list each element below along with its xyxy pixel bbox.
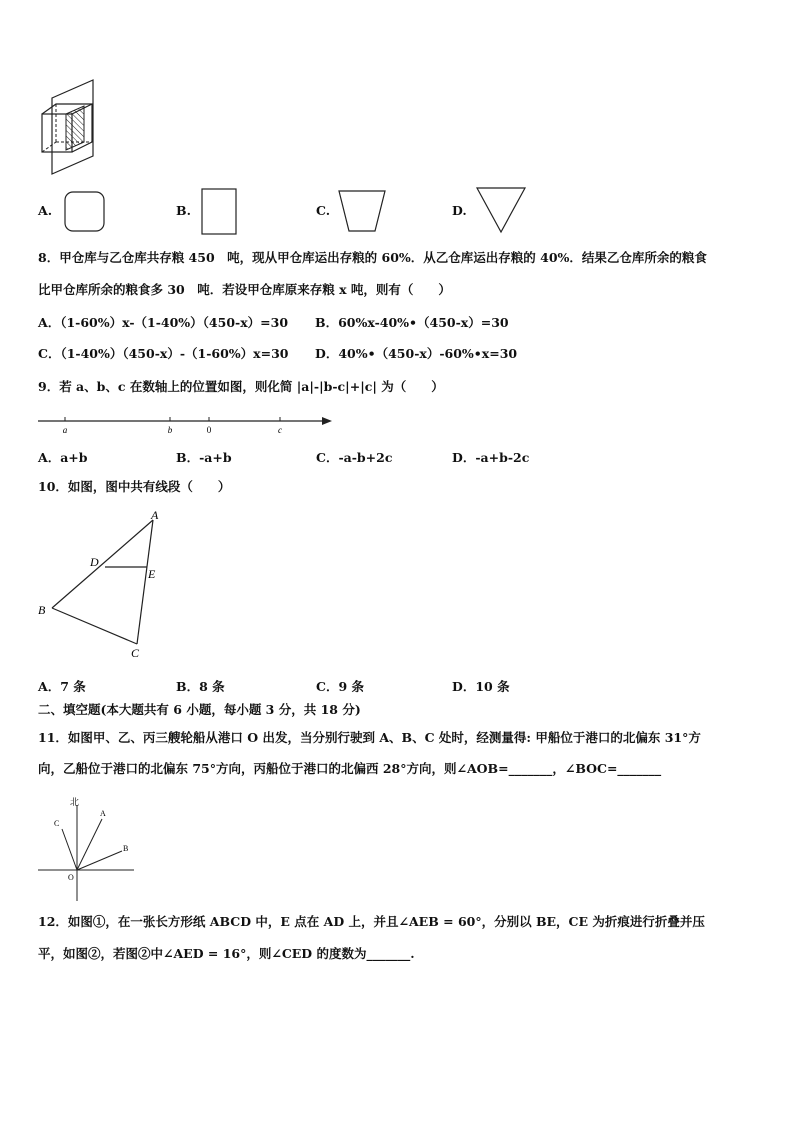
q7-solid-figure [36, 78, 106, 178]
q8-option-a: A．（1-60%）x-（1-40%）（450-x）=30 [38, 315, 289, 330]
q11-text-line1: 11．如图甲、乙、丙三艘轮船从港口 O 出发，当分别行驶到 A、B、C 处时，经测量得: 甲船位于港口的北偏东 31°方 [38, 730, 701, 745]
q10-point-b: B [38, 603, 46, 617]
q12-text-line1: 12．如图①，在一张长方形纸 ABCD 中，E 点在 AD 上，并且∠AEB = 60°，分别以 BE，CE 为折痕进行折叠并压 [38, 914, 705, 929]
q11-point-a: A [100, 809, 106, 818]
q10-point-a: A [151, 508, 159, 522]
q9-axis-label-c: c [278, 425, 282, 435]
section-title-fill-in: 二、填空题(本大题共有 6 小题，每小题 3 分，共 18 分) [38, 702, 361, 717]
q9-option-c: C．-a-b+2c [316, 450, 393, 465]
q9-option-b: B．-a+b [176, 450, 232, 465]
q10-point-e: E [148, 567, 156, 581]
q8-text-line1: 8．甲仓库与乙仓库共存粮 450 吨，现从甲仓库运出存粮的 60%．从乙仓库运出存粮的 40%．结果乙仓库所余的粮食 [38, 250, 707, 265]
q9-axis-label-b: b [167, 425, 173, 435]
q11-point-b: B [123, 844, 129, 853]
q11-north-label: 北 [70, 797, 80, 807]
q9-axis-label-zero: 0 [206, 425, 212, 435]
q8-option-c: C．（1-40%）（450-x）-（1-60%）x=30 [38, 346, 289, 361]
q10-text: 10．如图，图中共有线段（ ） [38, 479, 231, 494]
q10-point-d: D [90, 555, 99, 569]
q7-option-d-triangle [476, 187, 528, 235]
q10-option-a: A．7 条 [38, 679, 86, 694]
q10-triangle-figure [34, 506, 174, 662]
q11-origin-o: O [68, 873, 74, 882]
q10-point-c: C [131, 646, 140, 660]
q7-option-c-trapezoid [338, 190, 388, 234]
q10-option-c: C．9 条 [316, 679, 364, 694]
q11-text-line2: 向，乙船位于港口的北偏东 75°方向，丙船位于港口的北偏西 28°方向，则∠AOB=_______，∠BOC=_______ [38, 761, 662, 776]
q7-option-a-rounded-square [64, 191, 106, 233]
q9-axis-label-a: a [62, 425, 68, 435]
q9-option-a: A．a+b [38, 450, 88, 465]
q7-option-a-label: A. [38, 203, 53, 218]
q7-option-b-rectangle [201, 188, 237, 236]
q12-text-line2: 平，如图②，若图②中∠AED = 16°，则∠CED 的度数为_______. [38, 946, 415, 961]
q10-option-b: B．8 条 [176, 679, 225, 694]
q11-point-c: C [54, 819, 60, 828]
q8-text-line2: 比甲仓库所余的粮食多 30 吨．若设甲仓库原来存粮 x 吨，则有（ ） [38, 282, 451, 297]
q7-option-d-label: D. [452, 203, 467, 218]
q11-direction-figure [36, 793, 138, 905]
q8-option-b: B．60%x-40%•（450-x）=30 [315, 315, 509, 330]
q7-option-b-label: B. [176, 203, 191, 218]
q7-option-c-label: C. [316, 203, 331, 218]
q9-option-d: D．-a+b-2c [452, 450, 530, 465]
q10-option-d: D．10 条 [452, 679, 510, 694]
q8-option-d: D．40%•（450-x）-60%•x=30 [315, 346, 518, 361]
q9-number-line [36, 412, 336, 434]
q9-text: 9．若 a、b、c 在数轴上的位置如图，则化简 |a|-|b-c|+|c| 为（ ） [38, 379, 444, 394]
